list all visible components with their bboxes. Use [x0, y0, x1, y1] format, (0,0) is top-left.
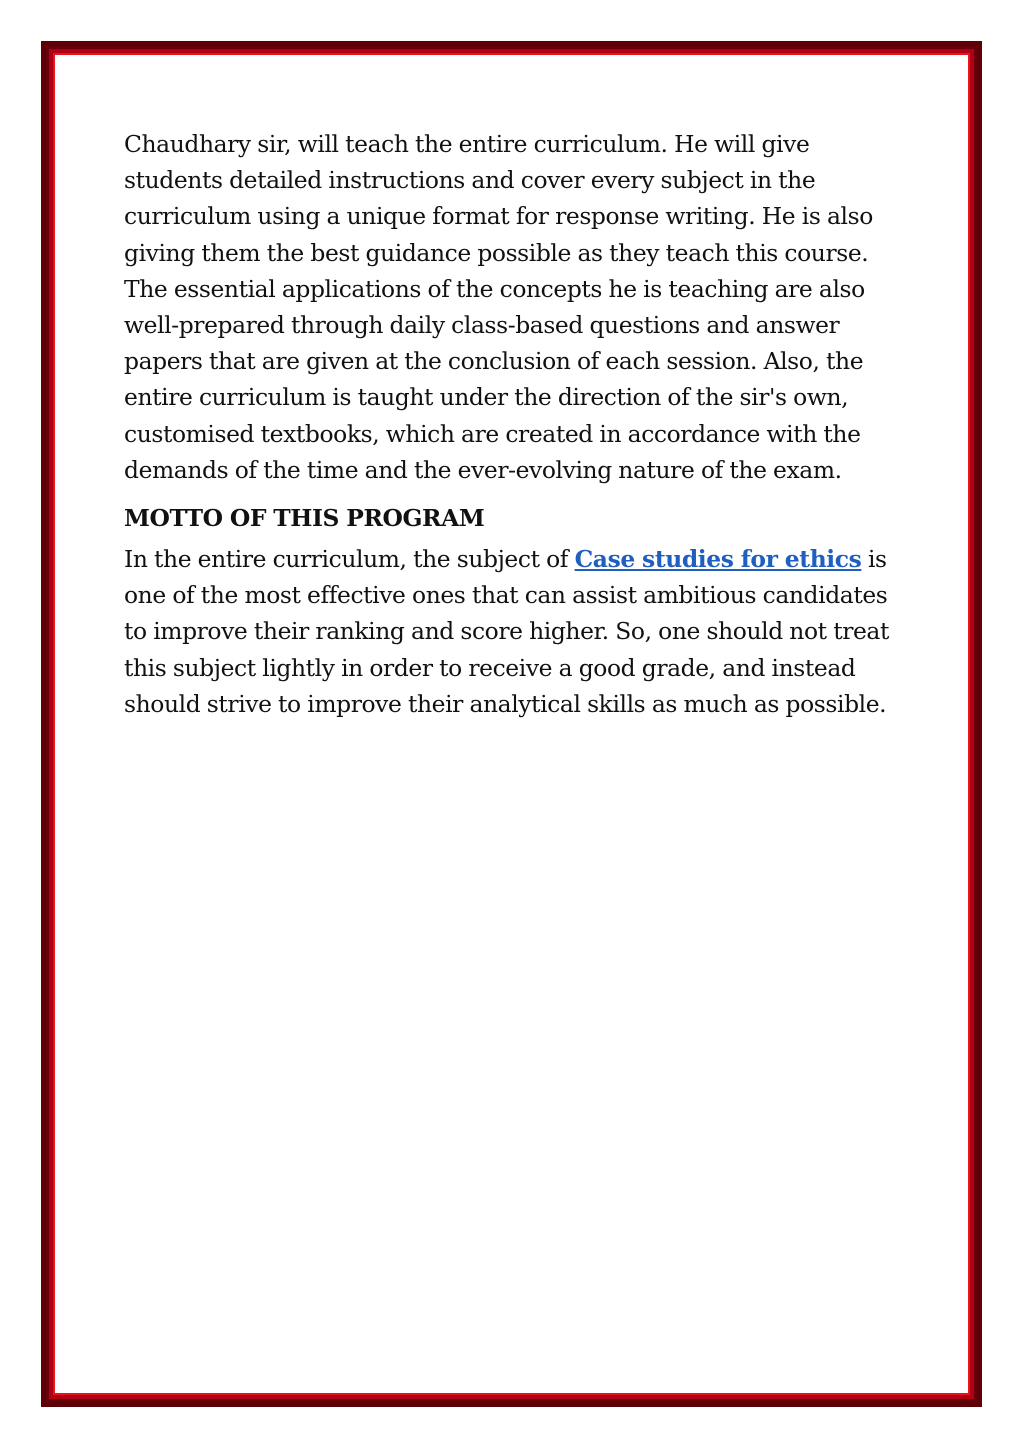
case-studies-link[interactable]: Case studies for ethics — [574, 545, 862, 574]
motto-paragraph — [124, 541, 914, 722]
section-heading: MOTTO OF THIS PROGRAM — [124, 504, 485, 533]
motto-text-after-link: is one of the most effective ones that can assist ambitious candidates to improve their ranking and score higher. So, one should not treat this subject lightly in order to receive a good grade, and instead should strive to improve their analytical skills as much as possible. — [124, 545, 889, 718]
motto-text-before-link: In the entire curriculum, the subject of — [124, 545, 575, 574]
intro-paragraph: Chaudhary sir, will teach the entire curriculum. He will give students detailed instructions and cover every subject in the curriculum using a unique format for response writing. He is also giving them the best guidance possible as they teach this course. The essential applications of the concepts he is teaching are also well-prepared through daily class-based questions and answer papers that are given at the conclusion of each session. Also, the entire curriculum is taught under the direction of the sir's own, customised textbooks, which are created in accordance with the demands of the time and the ever-evolving nature of the exam. — [124, 130, 873, 484]
document-body — [124, 126, 914, 722]
